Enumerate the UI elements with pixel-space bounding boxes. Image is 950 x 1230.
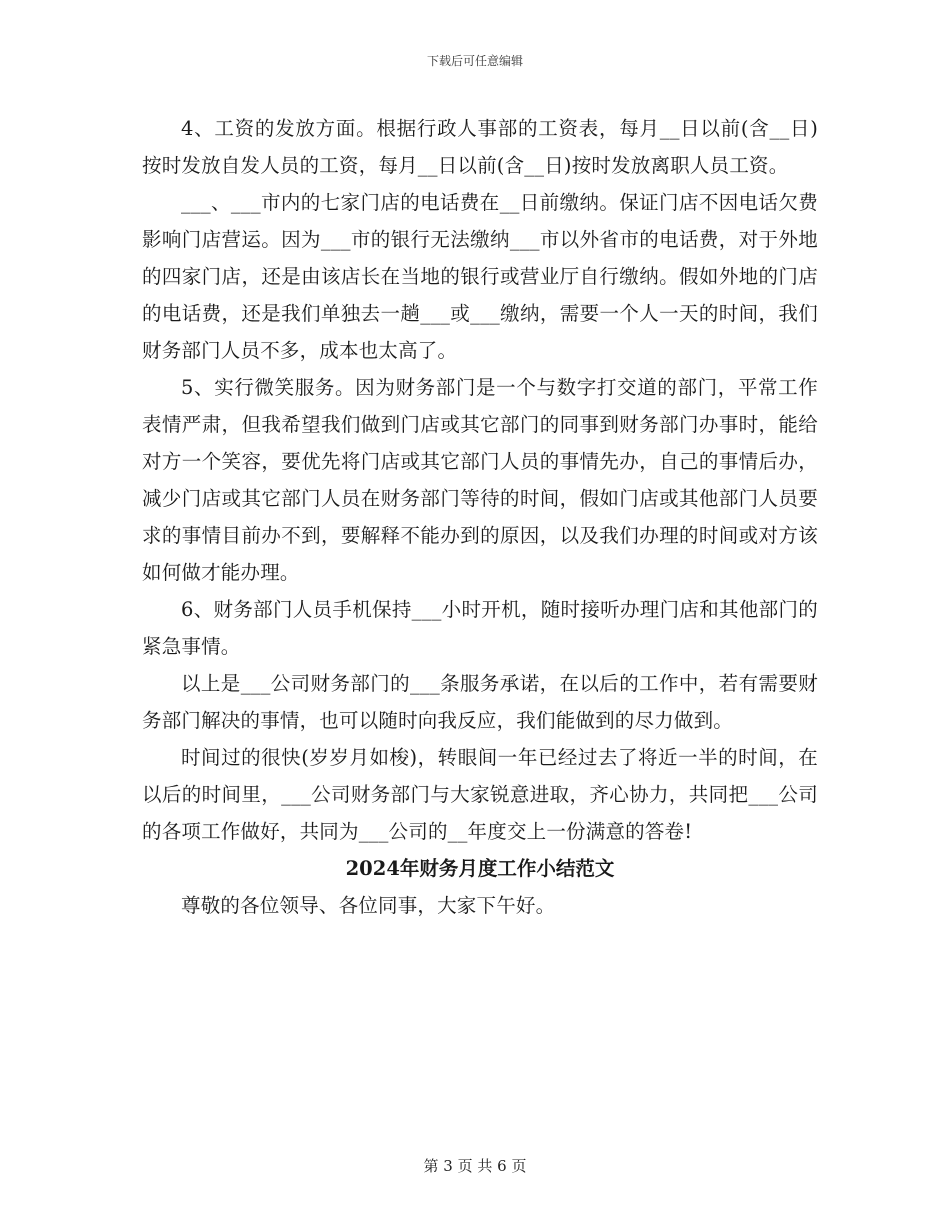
document-body: [142, 110, 818, 924]
page-footer: 第 3 页 共 6 页: [423, 1157, 527, 1175]
paragraph-salary: 4、工资的发放方面。根据行政人事部的工资表，每月__日以前(含__日)按时发放自发人员的工资，每月__日以前(含__日)按时发放离职人员工资。: [142, 117, 818, 177]
paragraph-closing: 时间过的很快(岁岁月如梭)，转眼间一年已经过去了将近一半的时间，在以后的时间里，___公司财务部门与大家锐意进取，齐心协力，共同把___公司的各项工作做好，共同为___公司的__年度交上一份满意的答卷!: [142, 746, 818, 843]
paragraph-phone-on: 6、财务部门人员手机保持___小时开机，随时接听办理门店和其他部门的紧急事情。: [142, 598, 818, 658]
paragraph-greeting: 尊敬的各位领导、各位同事，大家下午好。: [181, 894, 556, 917]
paragraph-phone-fees: ___、___市内的七家门店的电话费在__日前缴纳。保证门店不因电话欠费影响门店营运。因为___市的银行无法缴纳___市以外省市的电话费，对于外地的四家门店，还是由该店长在当地的银行或营业厅自行缴纳。假如外地的门店的电话费，还是我们单独去一趟___或___缴纳，需要一个人一天的时间，我们财务部门人员不多，成本也太高了。: [142, 191, 818, 362]
paragraph-commitments: 以上是___公司财务部门的___条服务承诺，在以后的工作中，若有需要财务部门解决的事情，也可以随时向我反应，我们能做到的尽力做到。: [142, 672, 818, 732]
paragraph-smile-service: 5、实行微笑服务。因为财务部门是一个与数字打交道的部门，平常工作表情严肃，但我希望我们做到门店或其它部门的同事到财务部门办事时，能给对方一个笑容，要优先将门店或其它部门人员的事情先办，自己的事情后办，减少门店或其它部门人员在财务部门等待的时间，假如门店或其他部门人员要求的事情目前办不到，要解释不能办到的原因，以及我们办理的时间或对方该如何做才能办理。: [142, 376, 818, 584]
section-title: 2024年财务月度工作小结范文: [345, 857, 615, 880]
page-header: 下载后可任意编辑: [426, 54, 523, 68]
